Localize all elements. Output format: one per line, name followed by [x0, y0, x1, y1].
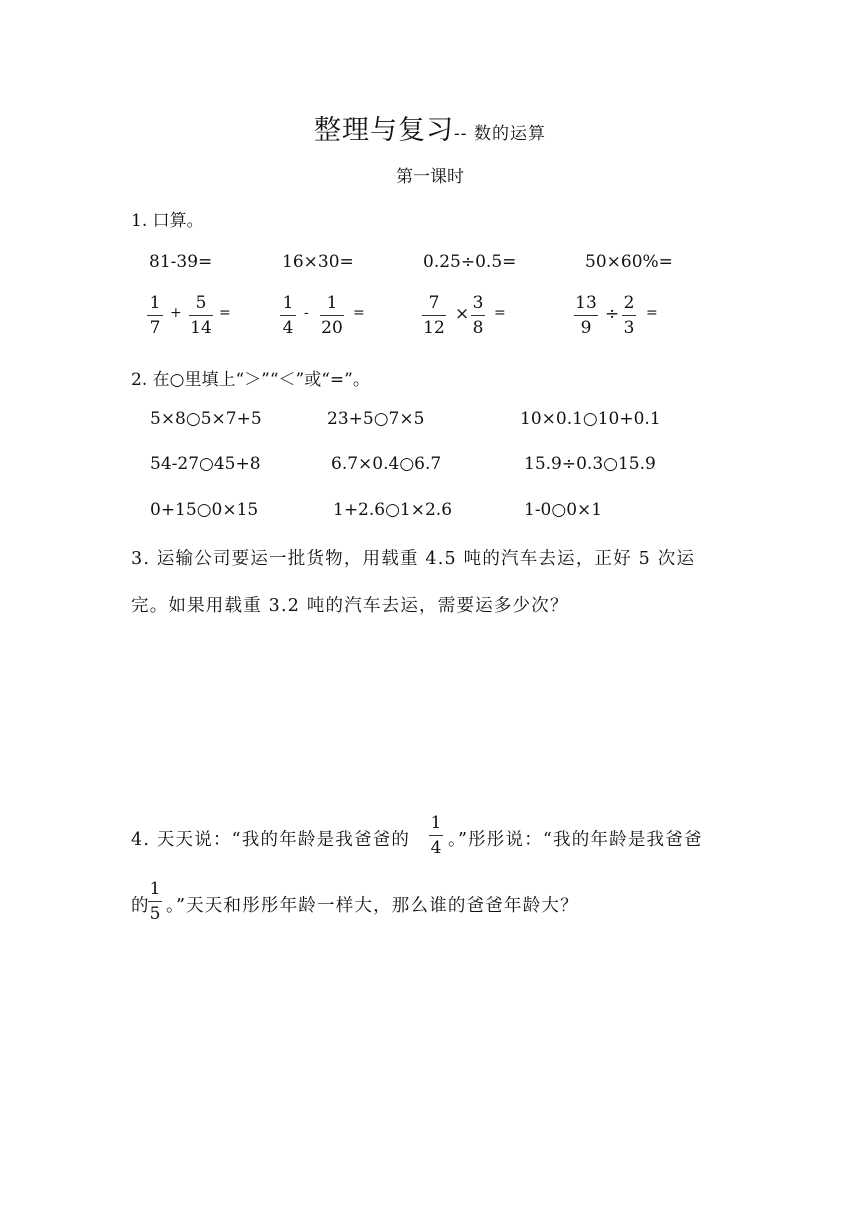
lesson-label: 第一课时 [396, 167, 464, 187]
title-main: 整理与复习 [314, 115, 455, 146]
fraction: 5 14 [190, 293, 212, 338]
fraction: 1 5 [149, 879, 161, 924]
title-sub: -- 数的运算 [454, 124, 546, 144]
page-title [0, 108, 860, 147]
q2-compare-8: 1+2.6○1×2.6 [333, 500, 453, 520]
fraction: 1 7 [147, 293, 163, 338]
q2-heading: 2. 在○里填上“＞”“＜”或“=”。 [131, 370, 370, 390]
fraction: 1 4 [280, 293, 296, 338]
fraction: 1 20 [321, 293, 343, 338]
fraction: 7 12 [423, 293, 445, 338]
q2-compare-1: 5×8○5×7+5 [150, 409, 262, 429]
fraction: 3 8 [472, 293, 484, 338]
q1-expr-3: 0.25÷0.5= [423, 252, 517, 272]
q1-expr-4: 50×60%= [585, 252, 673, 272]
q3-line-2: 完。如果用载重 3.2 吨的汽车去运，需要运多少次？ [131, 596, 569, 616]
q2-compare-2: 23+5○7×5 [327, 409, 425, 429]
q2-compare-9: 1-0○0×1 [524, 500, 603, 520]
fraction: 1 4 [430, 813, 442, 858]
q3-line-1: 3. 运输公司要运一批货物，用载重 4.5 吨的汽车去运，正好 5 次运 [131, 549, 696, 569]
q1-heading: 1. 口算。 [131, 211, 204, 231]
q2-compare-6: 15.9÷0.3○15.9 [524, 454, 656, 474]
q2-compare-7: 0+15○0×15 [150, 500, 259, 520]
q2-compare-4: 54-27○45+8 [150, 454, 261, 474]
q2-compare-5: 6.7×0.4○6.7 [331, 454, 442, 474]
fraction: 13 9 [575, 293, 597, 338]
q1-expr-2: 16×30= [282, 252, 354, 272]
q2-compare-3: 10×0.1○10+0.1 [520, 409, 661, 429]
q1-expr-1: 81-39= [149, 252, 213, 272]
fraction: 2 3 [623, 293, 635, 338]
